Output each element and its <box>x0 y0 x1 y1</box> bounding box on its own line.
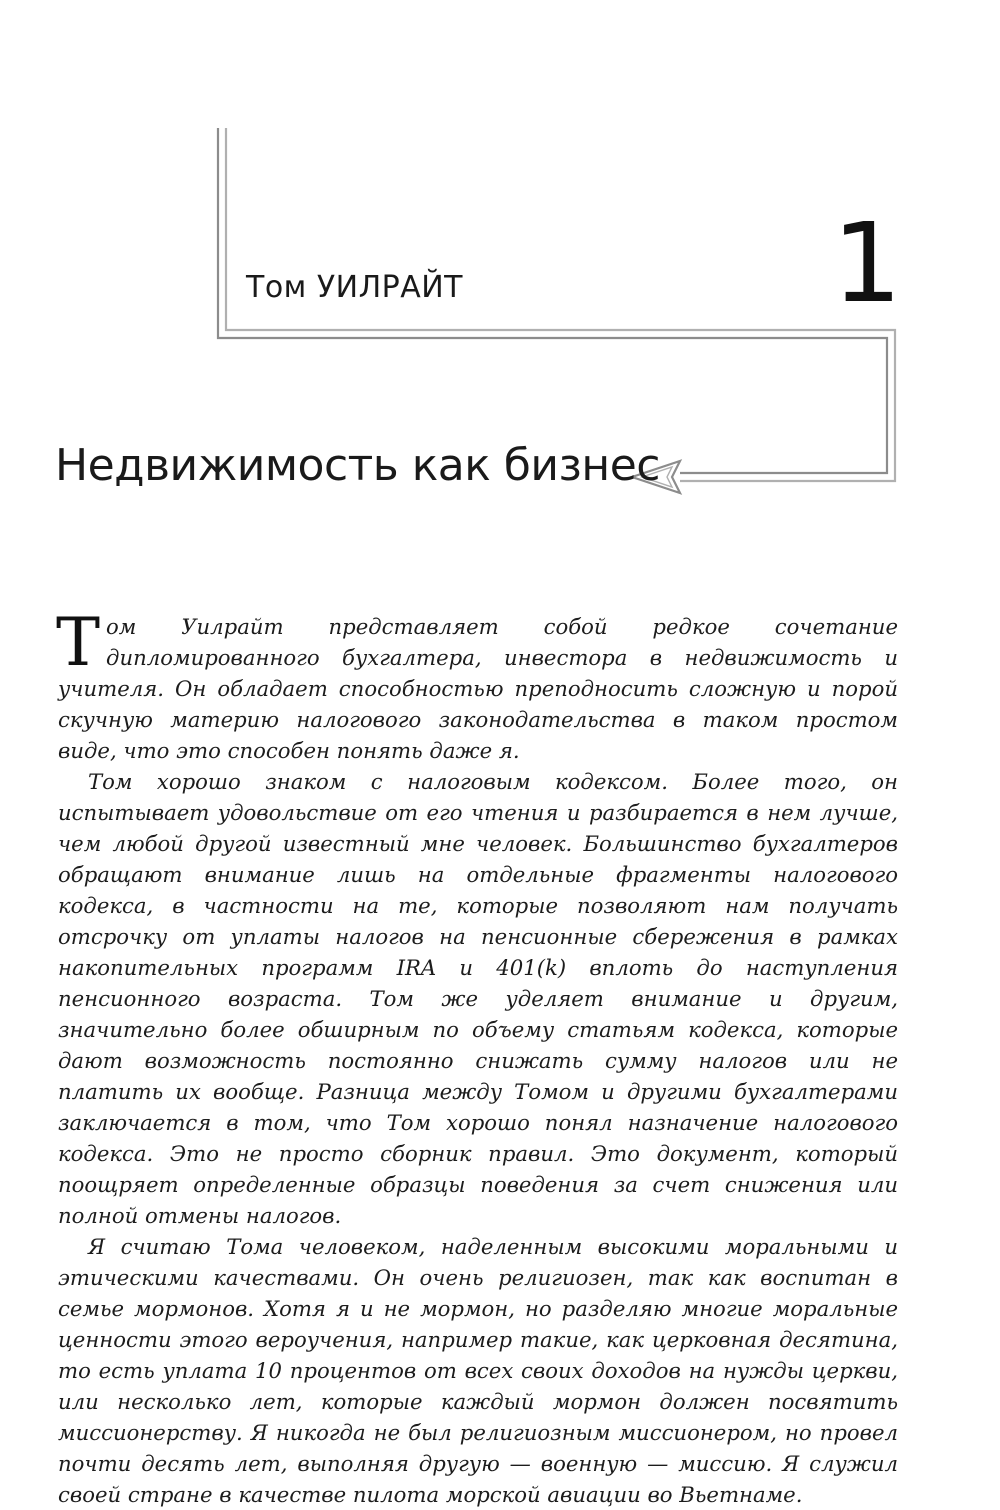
chapter-author: Том УИЛРАЙТ <box>246 270 464 305</box>
paragraph: Я считаю Тома человеком, наделенным высокими моральными и этическими качествами. Он очень религиозен, так как воспитан в семье мормонов. Хотя я и не мормон, но разделяю многие моральные ценности этого вероучения, например такие, как церковная десятина, то есть уплата 10 процентов от всех своих доходов на нужды церкви, или несколько лет, которые каждый мормон должен посвятить миссионерству. Я никогда не был религиозным миссионером, но провел почти десять лет, выполняя другую — военную — миссию. Я служил своей стране в качестве пилота морской авиации во Вьетнаме. <box>58 1234 898 1507</box>
paragraph: Том хорошо знаком с налоговым кодексом. Более того, он испытывает удовольствие от его чтения и разбирается в нем лучше, чем любой другой известный мне человек. Большинство бухгалтеров обращают внимание лишь на отдельные фрагменты налогового кодекса, в частности на те, которые позволяют нам получать отсрочку от уплаты налогов на пенсионные сбережения в рамках накопительных программ IRA и 401(k) вплоть до наступления пенсионного возраста. Том же уделяет внимание и другим, значительно более обширным по объему статьям кодекса, которые дают возможность постоянно снижать сумму налогов или не платить их вообще. Разница между Томом и другими бухгалтерами заключается в том, что Том хорошо понял назначение налогового кодекса. Это не просто сборник правил. Это документ, который поощряет определенные образцы поведения за счет снижения или полной отмены налогов. <box>58 769 898 1228</box>
chapter-title: Недвижимость как бизнес <box>55 440 660 491</box>
paragraph: Том Уилрайт представляет собой редкое сочетание дипломированного бухгалтера, инвестора в недвижимость и учителя. Он обладает способностью преподносить сложную и порой скучную материю налогового законодательства в таком простом виде, что это способен понять даже я. <box>56 604 898 763</box>
drop-cap: Т <box>56 604 101 681</box>
chapter-number: 1 <box>832 199 902 327</box>
body-text <box>56 604 898 1510</box>
